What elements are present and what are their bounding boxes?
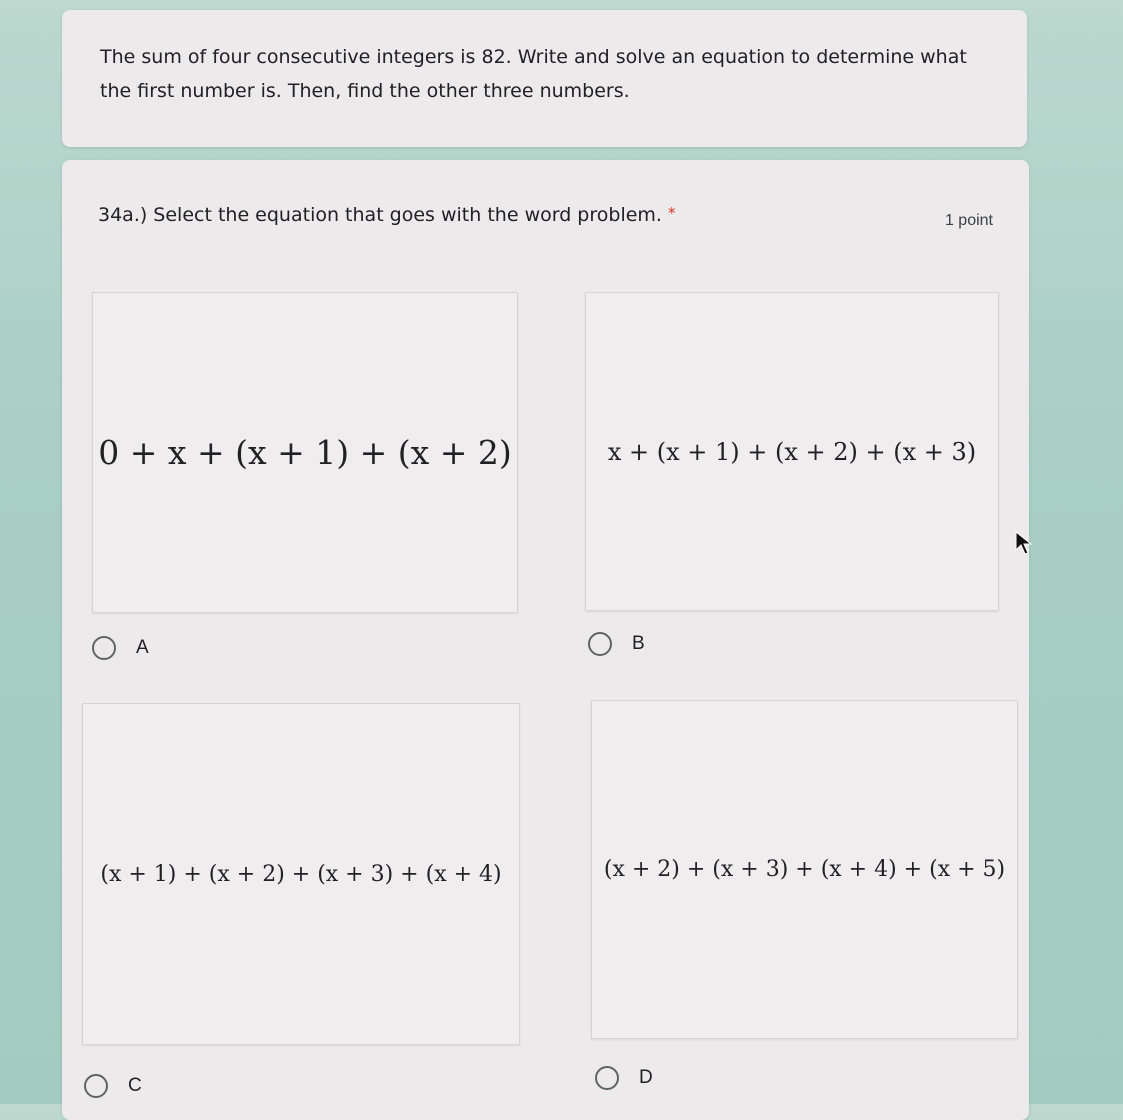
arrow-cursor-icon	[1013, 530, 1033, 556]
option-d[interactable]	[595, 1066, 653, 1090]
points-label: 1 point	[944, 212, 993, 229]
option-image-d[interactable]	[591, 700, 1018, 1039]
radio-d[interactable]	[595, 1066, 619, 1090]
radio-c[interactable]	[84, 1074, 108, 1098]
option-image-b[interactable]	[585, 292, 999, 611]
radio-a[interactable]	[92, 636, 116, 660]
option-b-label: B	[632, 633, 645, 654]
option-image-c[interactable]	[82, 703, 520, 1045]
equation-b: x + (x + 1) + (x + 2) + (x + 3)	[607, 437, 977, 466]
equation-a: 0 + x + (x + 1) + (x + 2)	[98, 433, 512, 472]
question-title	[98, 204, 675, 226]
option-c-label: C	[128, 1075, 142, 1096]
equation-c: (x + 1) + (x + 2) + (x + 3) + (x + 4)	[100, 861, 502, 887]
description-card	[62, 10, 1027, 147]
option-d-label: D	[639, 1067, 653, 1088]
required-asterisk: *	[667, 204, 676, 222]
option-c[interactable]	[84, 1074, 142, 1098]
option-a[interactable]	[92, 636, 149, 660]
question-text: 34a.) Select the equation that goes with the word problem.	[98, 204, 662, 226]
option-image-a[interactable]	[92, 292, 518, 613]
radio-b[interactable]	[588, 632, 612, 656]
option-a-label: A	[136, 637, 149, 658]
option-b[interactable]	[588, 632, 645, 656]
problem-description: The sum of four consecutive integers is 82. Write and solve an equation to determine what the first number is. Then, find the other three numbers.	[100, 46, 967, 102]
equation-d: (x + 2) + (x + 3) + (x + 4) + (x + 5)	[603, 857, 1006, 882]
